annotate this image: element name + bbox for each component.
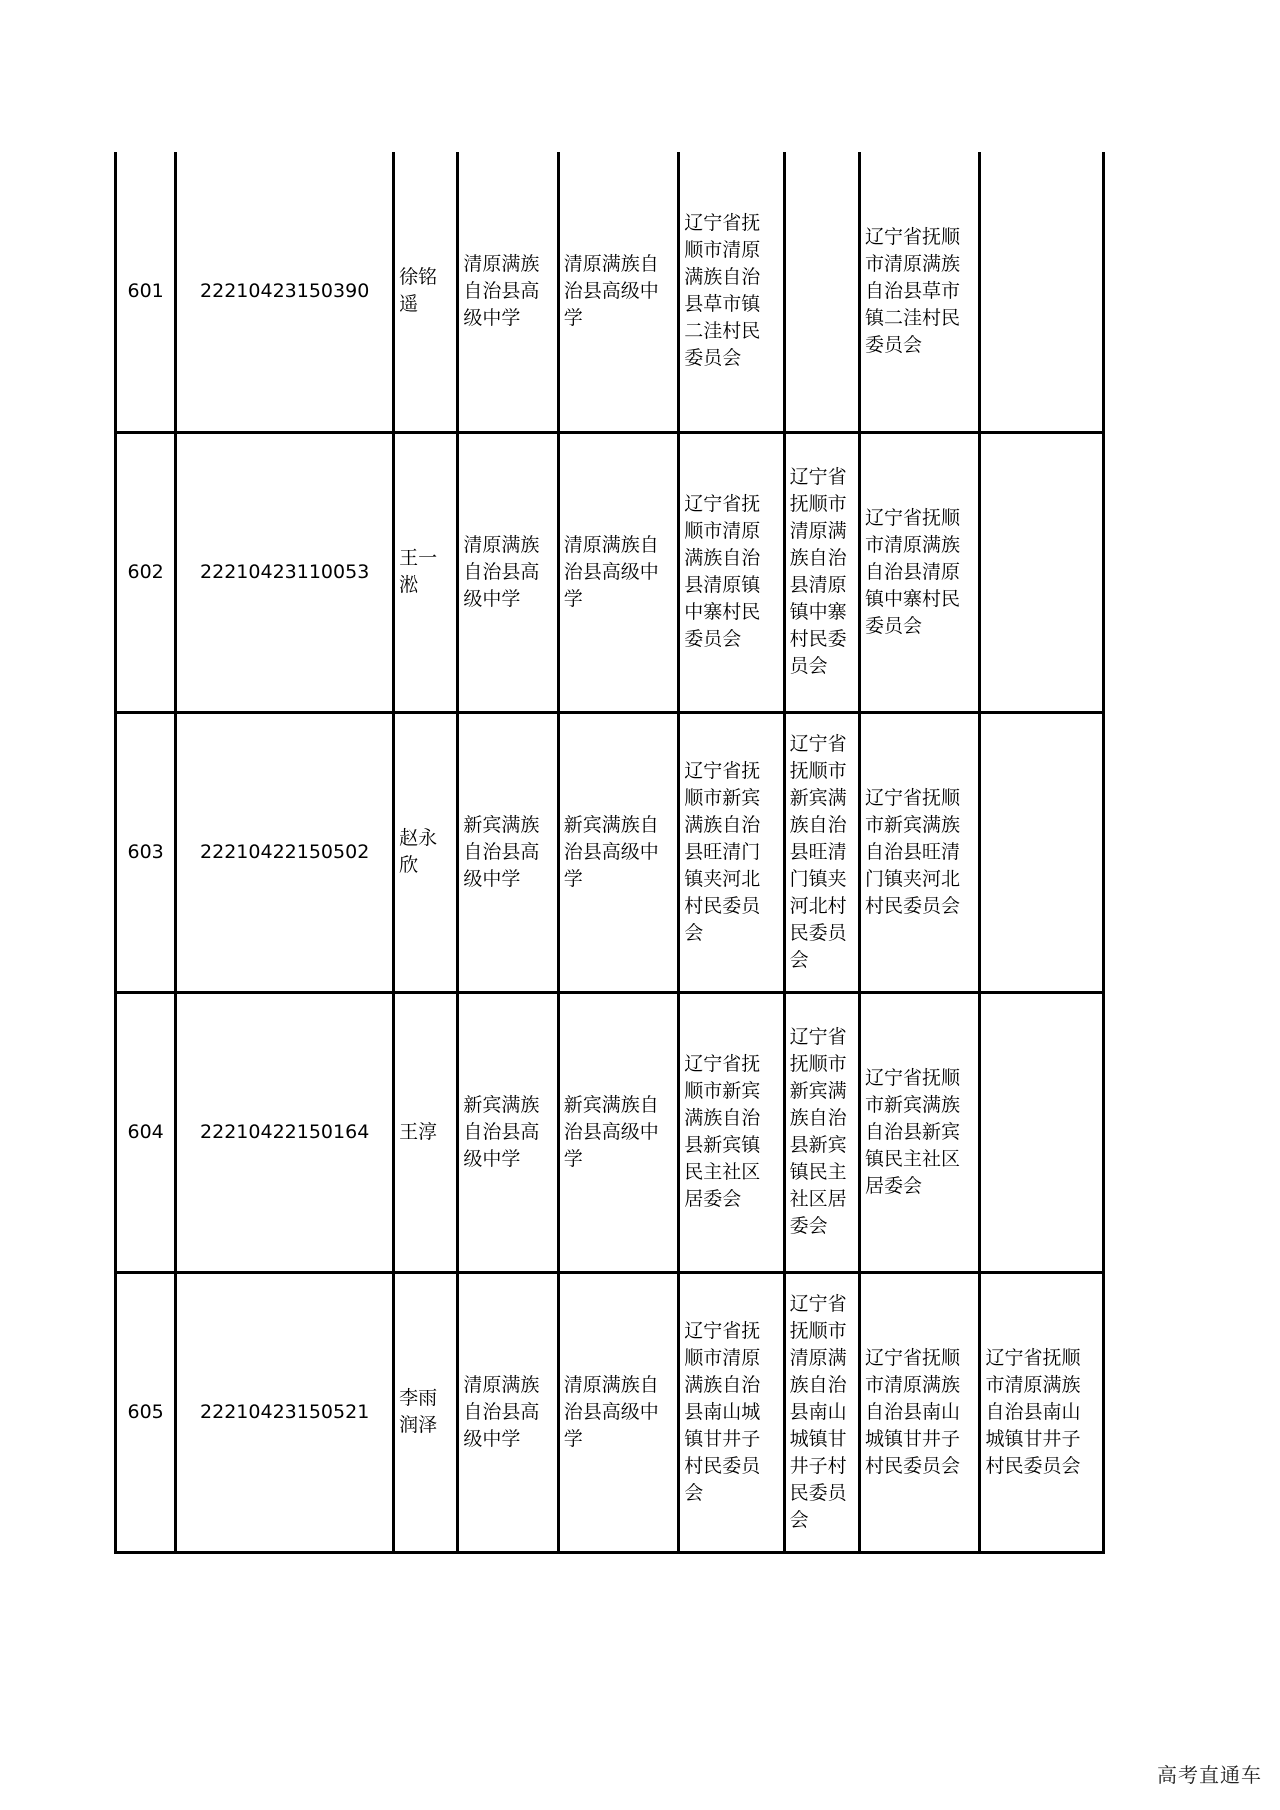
household-registration: 辽宁省抚顺市清原满族自治县清原镇中寨村民委员会 [679, 432, 784, 712]
parent-household: 辽宁省抚顺市清原满族自治县清原镇中寨村民委员会 [784, 432, 859, 712]
school-location [980, 152, 1104, 432]
school-location: 辽宁省抚顺市清原满族自治县南山城镇甘井子村民委员会 [980, 1272, 1104, 1552]
school-full-name: 新宾满族自治县高级中学 [558, 712, 678, 992]
table-row [116, 1272, 1104, 1552]
exam-id: 22210422150164 [176, 992, 394, 1272]
residence-address: 辽宁省抚顺市清原满族自治县草市镇二洼村民委员会 [859, 152, 979, 432]
school-name: 新宾满族自治县高级中学 [458, 992, 558, 1272]
row-number: 602 [116, 432, 176, 712]
student-name: 王一淞 [394, 432, 458, 712]
roster-table [114, 152, 1105, 1554]
school-name: 清原满族自治县高级中学 [458, 1272, 558, 1552]
residence-address: 辽宁省抚顺市清原满族自治县清原镇中寨村民委员会 [859, 432, 979, 712]
exam-id: 22210423110053 [176, 432, 394, 712]
school-name: 清原满族自治县高级中学 [458, 432, 558, 712]
parent-household: 辽宁省抚顺市新宾满族自治县新宾镇民主社区居委会 [784, 992, 859, 1272]
watermark-text: 高考直通车 [1157, 1763, 1262, 1787]
household-registration: 辽宁省抚顺市清原满族自治县南山城镇甘井子村民委员会 [679, 1272, 784, 1552]
school-name: 新宾满族自治县高级中学 [458, 712, 558, 992]
exam-id: 22210423150390 [176, 152, 394, 432]
parent-household: 辽宁省抚顺市清原满族自治县南山城镇甘井子村民委员会 [784, 1272, 859, 1552]
school-location [980, 992, 1104, 1272]
school-full-name: 清原满族自治县高级中学 [558, 432, 678, 712]
residence-address: 辽宁省抚顺市新宾满族自治县新宾镇民主社区居委会 [859, 992, 979, 1272]
student-name: 李雨润泽 [394, 1272, 458, 1552]
school-location [980, 432, 1104, 712]
roster-table-container [114, 152, 1105, 1554]
parent-household: 辽宁省抚顺市新宾满族自治县旺清门镇夹河北村民委员会 [784, 712, 859, 992]
school-name: 清原满族自治县高级中学 [458, 152, 558, 432]
student-name: 王淳 [394, 992, 458, 1272]
parent-household [784, 152, 859, 432]
table-row [116, 432, 1104, 712]
student-name: 徐铭遥 [394, 152, 458, 432]
roster-table-body [116, 152, 1104, 1552]
school-location [980, 712, 1104, 992]
exam-id: 22210422150502 [176, 712, 394, 992]
row-number: 603 [116, 712, 176, 992]
table-row [116, 712, 1104, 992]
row-number: 601 [116, 152, 176, 432]
household-registration: 辽宁省抚顺市新宾满族自治县新宾镇民主社区居委会 [679, 992, 784, 1272]
exam-id: 22210423150521 [176, 1272, 394, 1552]
table-row [116, 152, 1104, 432]
school-full-name: 清原满族自治县高级中学 [558, 152, 678, 432]
table-row [116, 992, 1104, 1272]
school-full-name: 清原满族自治县高级中学 [558, 1272, 678, 1552]
household-registration: 辽宁省抚顺市新宾满族自治县旺清门镇夹河北村民委员会 [679, 712, 784, 992]
student-name: 赵永欣 [394, 712, 458, 992]
row-number: 604 [116, 992, 176, 1272]
row-number: 605 [116, 1272, 176, 1552]
school-full-name: 新宾满族自治县高级中学 [558, 992, 678, 1272]
residence-address: 辽宁省抚顺市新宾满族自治县旺清门镇夹河北村民委员会 [859, 712, 979, 992]
residence-address: 辽宁省抚顺市清原满族自治县南山城镇甘井子村民委员会 [859, 1272, 979, 1552]
household-registration: 辽宁省抚顺市清原满族自治县草市镇二洼村民委员会 [679, 152, 784, 432]
